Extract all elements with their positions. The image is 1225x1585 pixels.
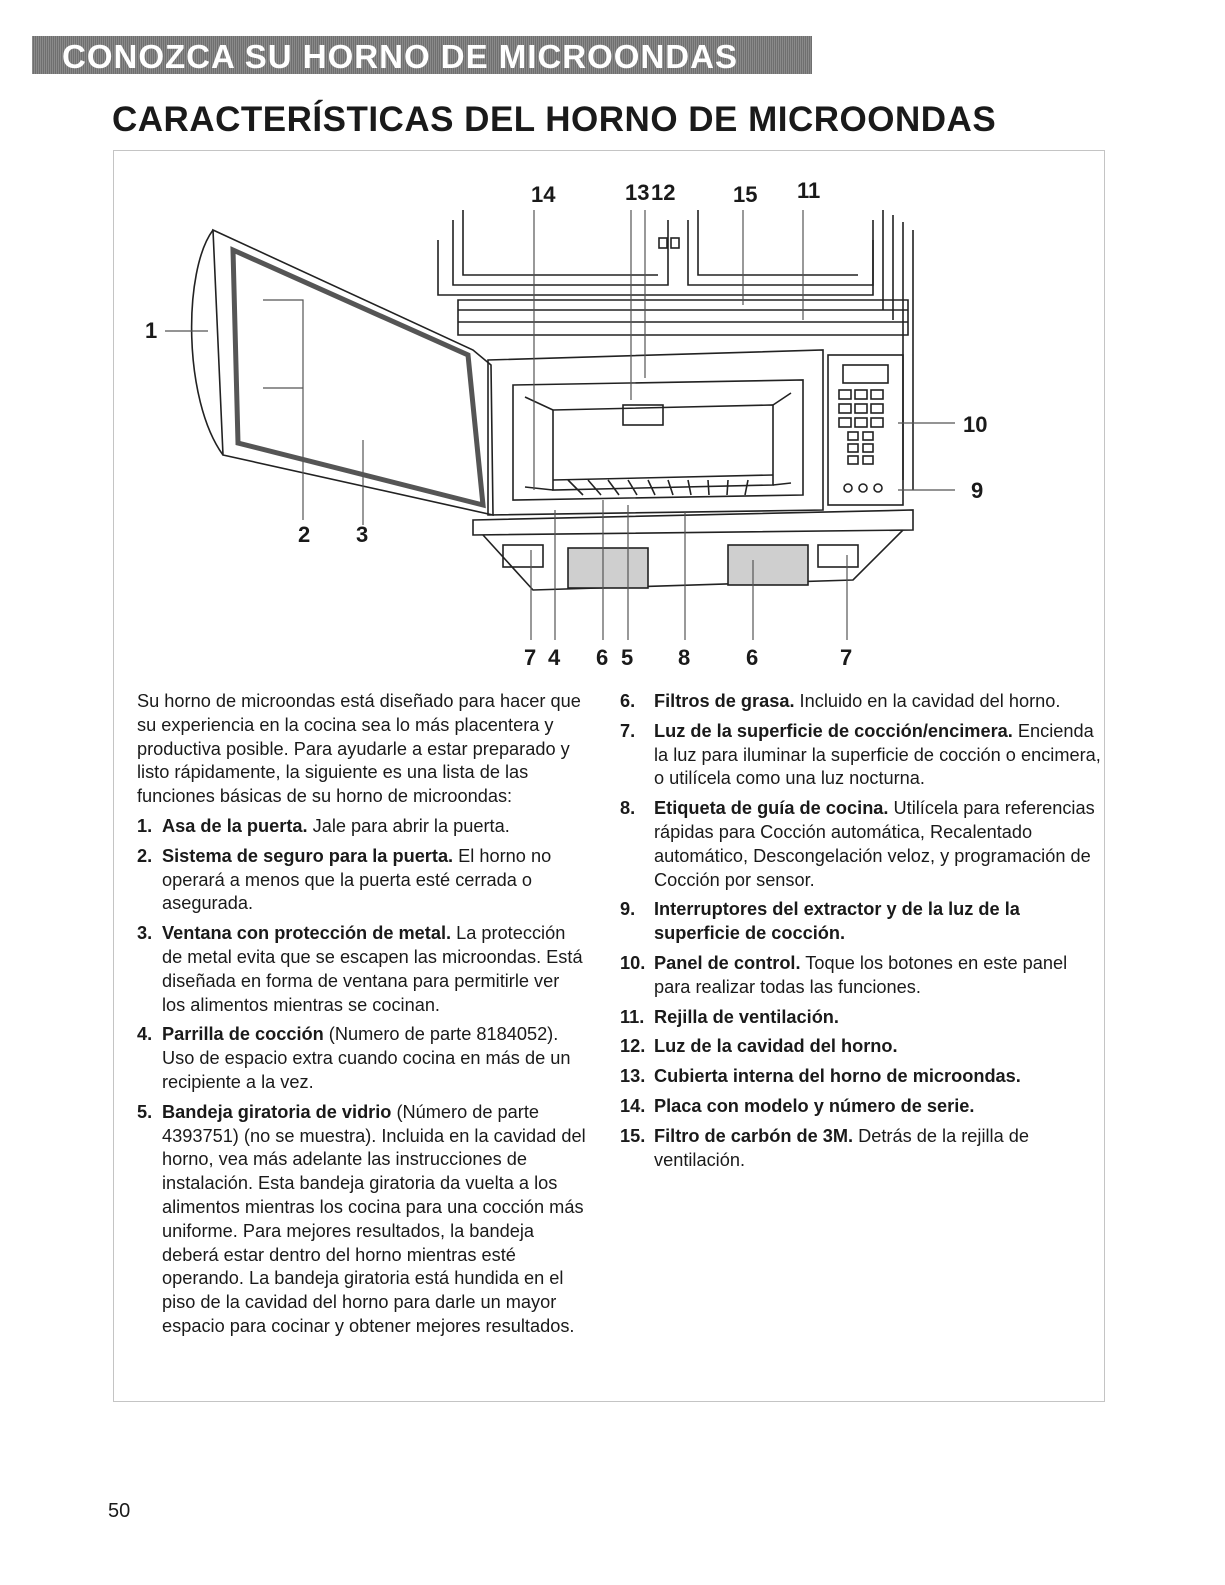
feature-number: 8. [620,798,636,819]
feature-term: Cubierta interna del horno de microondas. [654,1066,1021,1087]
feature-item [620,898,1105,946]
callout-6-right: 6 [746,645,759,670]
feature-number: 7. [620,720,636,741]
feature-description: Incluido en la cavidad del horno. [794,691,1061,711]
feature-item [620,952,1105,1000]
feature-number: 1. [137,815,153,836]
callout-6-left: 6 [596,645,609,670]
feature-item [620,1035,1105,1059]
page-title: CARACTERÍSTICAS DEL HORNO DE MICROONDAS [112,100,997,139]
callout-7-right: 7 [840,645,853,670]
callout-3: 3 [356,522,369,547]
feature-term: Filtro de carbón de 3M. [654,1125,854,1146]
feature-term: Bandeja giratoria de vidrio [162,1101,392,1122]
feature-term: Sistema de seguro para la puerta. [162,845,454,866]
right-column [620,690,1105,1178]
callout-11: 11 [797,178,821,203]
feature-number: 10. [620,952,646,973]
feature-item [620,720,1105,791]
callout-1: 1 [145,318,158,343]
callout-8: 8 [678,645,691,670]
feature-number: 15. [620,1125,646,1146]
feature-item [620,1095,1105,1119]
callout-10: 10 [963,412,988,437]
feature-term: Rejilla de ventilación. [654,1006,839,1027]
feature-number: 4. [137,1024,153,1045]
feature-term: Ventana con protección de metal. [162,923,452,944]
feature-item [137,1023,587,1094]
intro-text: Su horno de microondas está diseñado para hacer que su experiencia en la cocina sea lo más placentera y productiva posible. Para ayudarle a estar preparado y listo rápidamente, la siguiente es una lista de las funciones básicas de su horno de microondas: [137,691,581,807]
feature-description: Detrás de la rejilla de ventilación. [654,1125,1029,1170]
feature-term: Placa con modelo y número de serie. [654,1095,975,1116]
feature-description: Jale para abrir la puerta. [307,815,510,836]
callout-9: 9 [971,478,984,503]
feature-description: (Numero de parte 8184052). Uso de espacio extra cuando cocina en más de un recipiente a la vez. [162,1024,571,1092]
feature-term: Interruptores del extractor y de la luz de la superficie de cocción. [654,899,1020,944]
callout-13: 13 [625,180,650,205]
feature-item [620,1125,1105,1173]
callout-14: 14 [531,182,556,207]
feature-term: Luz de la cavidad del horno. [654,1036,898,1057]
feature-item [620,1006,1105,1030]
feature-description: Utilícela para referencias rápidas para Cocción automática, Recalentado automático, Descongelación veloz, y programación de Cocción por sensor. [654,798,1095,890]
feature-term: Panel de control. [654,952,801,973]
diagram-callouts [145,178,987,670]
feature-term: Parrilla de cocción [162,1024,324,1045]
feature-number: 14. [620,1095,646,1116]
callout-15: 15 [733,182,758,207]
callout-12: 12 [651,180,676,205]
section-banner-text: CONOZCA SU HORNO DE MICROONDAS [62,38,738,75]
control-buttons [839,390,883,492]
callout-4: 4 [548,645,561,670]
feature-number: 6. [620,691,636,711]
feature-term: Filtros de grasa. [654,691,795,711]
feature-description: (Número de parte 4393751) (no se muestra). Incluida en la cavidad del horno, vea más adelante las instrucciones de instalación. Esta bandeja giratoria da vuelta a los alimentos mientras los cocina para una cocción más uniforme. Para mejores resultados, la bandeja deberá estar dentro del horno mientras esté operando. La bandeja giratoria está hundida en el piso de la cavidad del horno para darle un mayor espacio para cocinar y obtener mejores resultados. [162,1101,586,1336]
feature-description: Encienda la luz para iluminar la superficie de cocción o encimera, o utilícela como una luz nocturna. [654,720,1101,789]
feature-number: 5. [137,1101,153,1122]
feature-item [137,1101,587,1339]
feature-description: La protección de metal evita que se escapen las microondas. Está diseñada en forma de ventana para permitirle ver los alimentos mientras se cocinan. [162,923,583,1015]
feature-number: 11. [620,1006,645,1027]
callout-2: 2 [298,522,311,547]
feature-description: El horno no operará a menos que la puerta esté cerrada o asegurada. [162,845,552,914]
callout-7-left: 7 [524,645,537,670]
feature-item [137,845,587,916]
feature-term: Asa de la puerta. [162,815,308,836]
feature-description: Toque los botones en este panel para realizar todas las funciones. [654,952,1068,997]
feature-number: 12. [620,1036,646,1057]
feature-item [620,690,1105,714]
callout-5: 5 [621,645,634,670]
feature-number: 13. [620,1066,646,1087]
feature-item [137,922,587,1017]
microwave-drawing [165,210,955,640]
microwave-diagram [113,150,1105,680]
feature-term: Etiqueta de guía de cocina. [654,798,889,819]
left-column [137,690,587,1345]
section-banner [32,36,812,74]
feature-item [620,797,1105,892]
feature-term: Luz de la superficie de cocción/encimera. [654,720,1013,741]
feature-item [620,1065,1105,1089]
feature-number: 3. [137,923,153,944]
page-number: 50 [108,1500,131,1522]
feature-number: 2. [137,845,153,866]
feature-number: 9. [620,899,636,920]
feature-item [137,815,587,839]
